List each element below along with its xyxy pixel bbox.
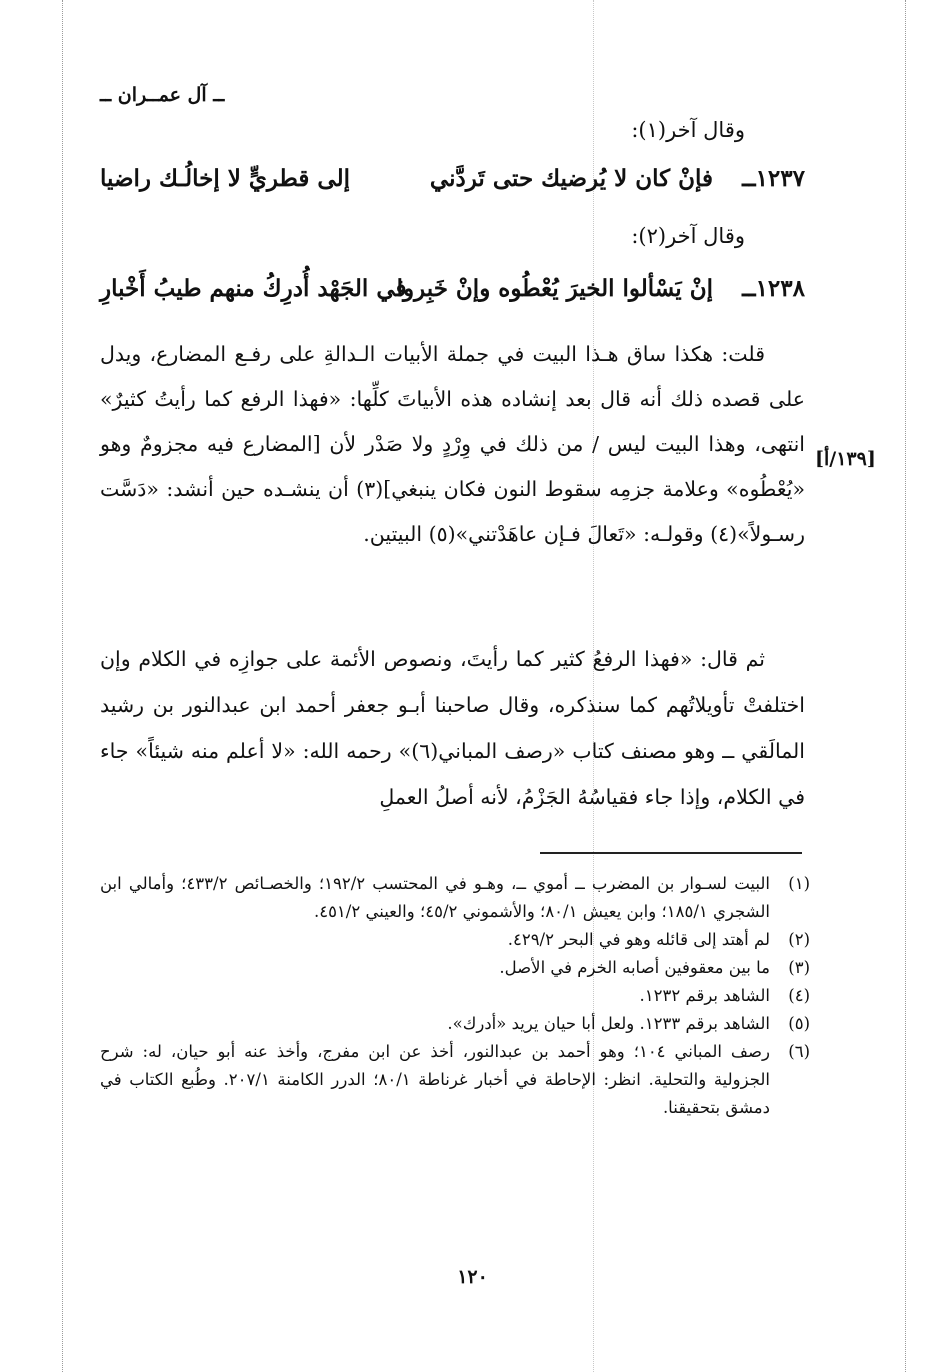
- verse-1237: [100, 165, 805, 205]
- verse-second-hemistich: إلى قطريٍّ لا إخالُـك راضيا: [100, 165, 350, 192]
- footnote-6: [100, 1038, 810, 1122]
- footnote-number: (٤): [788, 986, 810, 1005]
- manuscript-folio-ref: [١٣٩/أ]: [815, 448, 876, 470]
- running-header: ــ آل عمــران ــ: [100, 84, 225, 106]
- footnote-number: (٦): [788, 1042, 810, 1061]
- footnote-1: [100, 870, 810, 926]
- verse-1238: [100, 275, 805, 315]
- page-number: ١٢٠: [457, 1266, 488, 1288]
- footnote-text: ما بين معقوفين أصابه الخرم في الأصل.: [499, 958, 770, 977]
- verse-number: ١٢٣٨ــ: [742, 275, 805, 302]
- footnote-number: (٢): [788, 930, 810, 949]
- footnote-4: [100, 982, 810, 1010]
- scan-fold-line-left: [62, 0, 63, 1372]
- verse-first-hemistich: فإنْ كان لا يُرضيك حتى تَردَّني: [429, 165, 713, 192]
- footnote-number: (١): [788, 874, 810, 893]
- verse-number: ١٢٣٧ــ: [742, 165, 805, 192]
- footnote-5: [100, 1010, 810, 1038]
- footnote-separator: [540, 852, 802, 854]
- verse-first-hemistich: إنْ يَسْألوا الخيرَ يُعْطُوه وإنْ خَبِروا: [396, 275, 713, 302]
- footnote-number: (٣): [788, 958, 810, 977]
- verse-second-hemistich: في الجَهْد أُدرِكُ منهم طيبُ أَخْبارِ: [100, 275, 407, 302]
- paragraph-1: [100, 332, 805, 557]
- footnote-text: البيت لسـوار بن المضرب ــ أموي ــ، وهـو في المحتسب ١٩٢/٢؛ والخصـائص ٤٣٣/٢؛ وأمالي ابن الشجري ١٨٥/١؛ وابن يعيش ٨٠/١؛ والأشموني ٤٥/٢؛ والعيني ٤٥١/٢.: [100, 874, 770, 921]
- footnote-3: [100, 954, 810, 982]
- verse-intro-2: وقال آخر(٢):: [631, 224, 745, 248]
- footnotes-list: [100, 870, 810, 1122]
- footnote-text: رصف المباني ١٠٤؛ وهو أحمد بن عبدالنور، أخذ عن ابن مفرج، وأخذ عنه أبو حيان، له: شرح الجزولية والتحلية. انظر: الإحاطة في أخبار غرناطة ٨٠/١؛ الدرر الكامنة ٢٠٧/١. وطُبع الكتاب في دمشق بتحقيقنا.: [100, 1042, 771, 1117]
- footnote-2: [100, 926, 810, 954]
- footnote-text: الشاهد برقم ١٢٣٢.: [639, 986, 770, 1005]
- paragraph-2-text: ثم قال: «فهذا الرفعُ كثير كما رأيتَ، ونصوص الأئمة على جوازِه في الكلام وإن اختلفتْ تأويلاتُهم كما سنذكره، وقال صاحبنا أبـو جعفر أحمد ابن عبدالنور بن رشيد المالَقي ــ وهو مصنف كتاب «رصف المباني(٦)» رحمه الله: «لا أعلم منه شيئاً» جاء في الكلام، وإذا جاء فقياسُهُ الجَزْمُ، لأنه أصلُ العملِ: [100, 647, 805, 809]
- footnote-number: (٥): [788, 1014, 810, 1033]
- paragraph-2: [100, 636, 805, 820]
- paragraph-1-text: قلت: هكذا ساق هـذا البيت في جملة الأبيات الـدالةِ على رفـع المضارع، ويدل على قصده ذلك أنه قال بعد إنشاده هذه الأبياتَ كلِّها: «فهذا الرفع كما رأيتُ كثيرٌ» انتهى، وهذا البيت ليس / من ذلك في وِرْدٍ ولا صَدْر لأن [المضارع فيه مجزومٌ وهو «يُعْطُوه» وعلامة جزمِه سقوط النون فكان ينبغي](٣) أن ينشـده حين أنشد: «دَسَّت رسـولاً»(٤) وقولـه: «تَعالَ فـإن عاهَدْتني»(٥) البيتين.: [100, 342, 805, 546]
- footnote-text: الشاهد برقم ١٢٣٣. ولعل أبا حيان يريد «أدرك».: [447, 1014, 770, 1033]
- scan-fold-line-right: [905, 0, 906, 1372]
- footnote-text: لم أهتد إلى قائله وهو في البحر ٤٢٩/٢.: [507, 930, 770, 949]
- verse-intro-1: وقال آخر(١):: [631, 118, 745, 142]
